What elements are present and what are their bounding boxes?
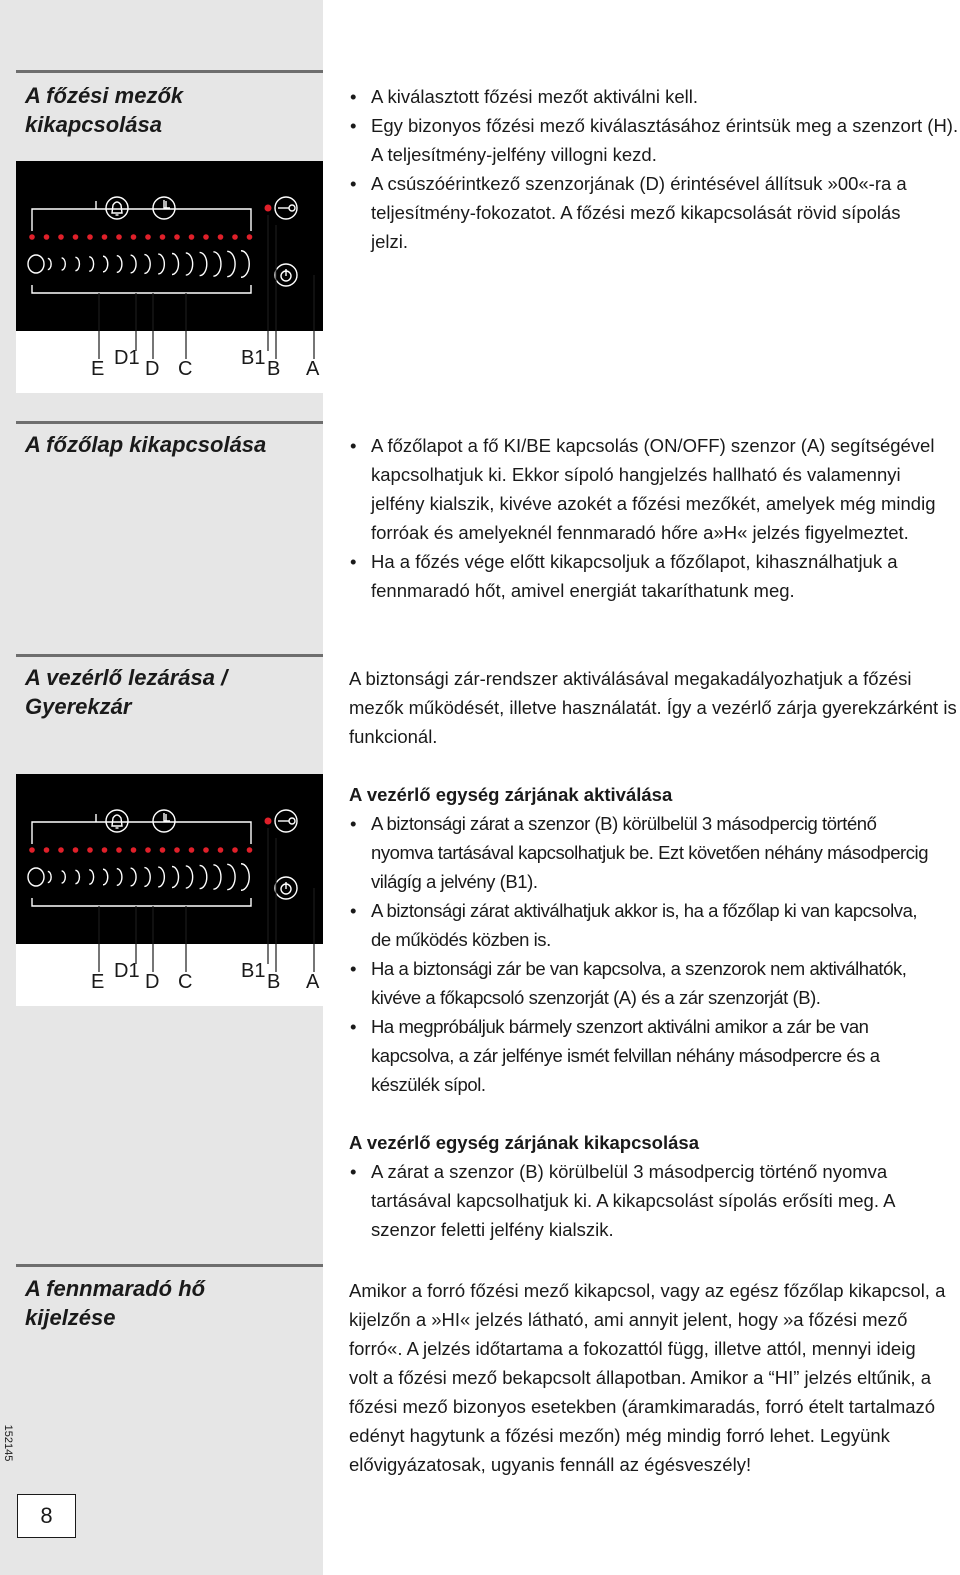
power-level-dot [73,234,79,240]
power-level-dot [44,847,50,853]
section-body-cooking-zones-off [349,82,959,256]
power-level-dot [232,847,238,853]
power-level-dot [145,847,151,853]
section-title-hob-off [25,430,315,459]
power-level-dot [174,234,180,240]
label-D: D [145,971,160,993]
power-level-dot [102,234,108,240]
label-D1: D1 [114,960,140,982]
power-level-dot [87,847,93,853]
subheading-lock-on: A vezérlő egység zárjának aktiválása [349,784,673,805]
power-level-dot [87,234,93,240]
power-level-dot [232,234,238,240]
section-body-child-lock [349,664,959,1244]
power-level-dot [203,234,209,240]
power-level-dot [160,847,166,853]
label-C: C [178,971,193,993]
list-item: • Egy bizonyos főzési mező kiválasztásához érintsük meg a szenzort (H). A teljesítmény-jelfény villogni kezd. [349,111,959,169]
power-level-dot [58,234,64,240]
control-panel-diagram [16,774,323,1006]
list-item: • Ha a főzés vége előtt kikapcsoljuk a főzőlapot, kihasználhatjuk a fennmaradó hőt, amivel energiát takaríthatunk meg. [349,547,959,605]
list-item: • A főzőlapot a fő KI/BE kapcsolás (ON/OFF) szenzor (A) segítségével kapcsolhatjuk ki. Ekkor sípoló hangjelzés hallható és valamennyi jelfény kialszik, kivéve azokét a főzési mezőkét, amelyek még mindig forróak és amelyeknél fennmaradó hőre a»H« jelzés figyelmeztet. [349,431,959,547]
power-level-dot [174,847,180,853]
title-line: kikapcsolása [25,112,162,137]
lock-indicator-dot [265,205,272,212]
title-line: A vezérlő lezárása / [25,665,228,690]
title-line: A fennmaradó hő [25,1276,206,1301]
list-item: • A kiválasztott főzési mezőt aktiválni kell. [349,82,959,111]
power-level-dot [131,847,137,853]
title-line: A főzési mezők [25,83,184,108]
label-B: B [267,358,281,380]
power-level-dot [203,847,209,853]
section-title-cooking-zones-off [25,81,315,139]
label-B: B [267,971,281,993]
subheading-lock-off: A vezérlő egység zárjának kikapcsolása [349,1132,699,1153]
section-rule [16,654,323,657]
power-level-dot [116,234,122,240]
title-line: A főzőlap kikapcsolása [25,432,267,457]
power-level-dot [29,847,35,853]
section-rule [16,70,323,73]
power-level-dot [29,234,35,240]
section-title-residual-heat [25,1274,315,1332]
label-A: A [306,971,320,993]
power-level-dot [189,847,195,853]
title-line: kijelzése [25,1305,116,1330]
label-B1: B1 [241,960,266,982]
section-rule [16,421,323,424]
list-item: • A zárat a szenzor (B) körülbelül 3 másodpercig történő nyomva tartásával kapcsolhatjuk ki. A kikapcsolást sípolás erősíti meg. A szenzor feletti jelfény kialszik. [349,1157,939,1244]
power-level-dot [247,847,253,853]
power-level-dot [102,847,108,853]
power-level-dot [218,234,224,240]
power-level-dot [131,234,137,240]
power-level-dot [145,234,151,240]
power-level-dot [247,234,253,240]
power-level-dot [189,234,195,240]
intro-paragraph: A biztonsági zár-rendszer aktiválásával megakadályozhatjuk a főzési mezők működését, illetve használatát. Így a vezérlő zárja gyerekzárként is funkcionál. [349,668,957,747]
label-E: E [91,358,105,380]
control-panel-diagram [16,161,323,393]
lock-indicator-dot [265,818,272,825]
power-level-dot [116,847,122,853]
label-E: E [91,971,105,993]
label-C: C [178,358,193,380]
power-level-dot [58,847,64,853]
list-item: • Ha megpróbáljuk bármely szenzort aktiválni amikor a zár be van kapcsolva, a zár jelfénye ismét felvillan néhány másodpercre és a készülék sípol. [349,1012,939,1099]
section-body-residual-heat [349,1276,949,1479]
panel-background [16,161,323,331]
title-line: Gyerekzár [25,694,132,719]
label-D: D [145,358,160,380]
list-item: • A biztonsági zárat aktiválhatjuk akkor is, ha a főzőlap ki van kapcsolva, de működés közben is. [349,896,929,954]
label-B1: B1 [241,347,266,369]
section-rule [16,1264,323,1267]
power-level-dot [218,847,224,853]
panel-background [16,774,323,944]
power-level-dot [160,234,166,240]
power-level-dot [44,234,50,240]
label-A: A [306,358,320,380]
label-D1: D1 [114,347,140,369]
paragraph: Amikor a forró főzési mező kikapcsol, vagy az egész főzőlap kikapcsol, a kijelzőn a »HI« jelzés látható, ami annyit jelent, hogy »a főzési mező forró«. A jelzés időtartama a fokozattól függ, illetve attól, mennyi ideig volt a főzési mező bekapcsolt állapotban. Amikor a “HI” jelzés eltűnik, a főzési mező bizonyos esetekben (áramkimaradás, forró ételt tartalmazó edényt hagytunk a főzési mezőn) még mindig forró lehet. Legyünk elővigyázatosak, ugyanis fennáll az égésveszély! [349,1280,946,1475]
list-item: • A biztonsági zárat a szenzor (B) körülbelül 3 másodpercig történő nyomva tartásával kapcsolhatjuk be. Ezt követően néhány másodpercig világíg a jelvény (B1). [349,809,929,896]
power-level-dot [73,847,79,853]
section-body-hob-off [349,431,959,605]
list-item: • Ha a biztonsági zár be van kapcsolva, a szenzorok nem aktiválhatók, kivéve a főkapcsoló szenzorját (A) és a zár szenzorját (B). [349,954,959,1012]
list-item: • A csúszóérintkező szenzorjának (D) érintésével állítsuk »00«-ra a teljesítmény-fokozatot. A főzési mező kikapcsolását rövid sípolás jelzi. [349,169,939,256]
page-number: 8 [17,1494,76,1538]
document-code: 152145 [2,1424,14,1462]
section-title-child-lock [25,663,315,721]
